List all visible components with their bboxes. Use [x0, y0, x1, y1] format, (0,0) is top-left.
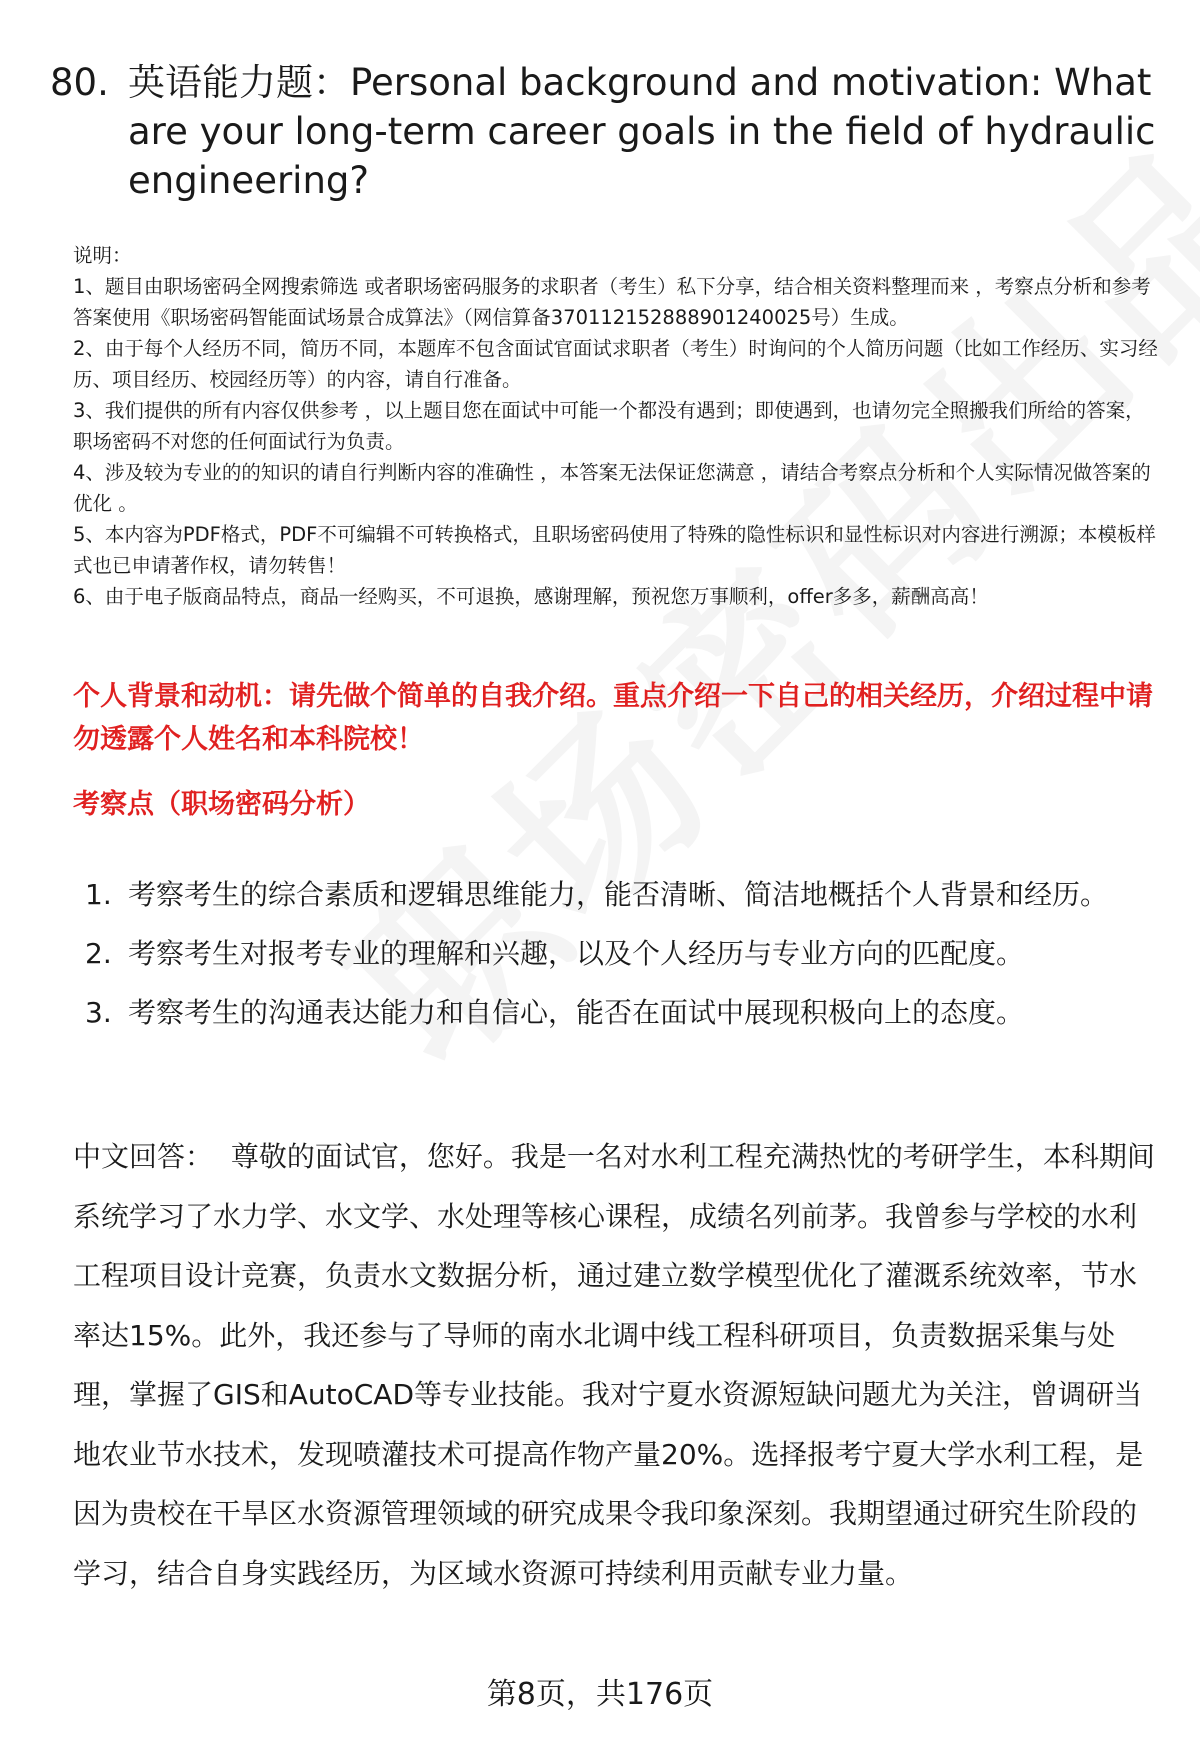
question-number: 80. [50, 61, 109, 104]
question-title [50, 58, 1160, 205]
point-number: 2. [85, 937, 112, 970]
analysis-points [73, 865, 1163, 1042]
note-item: 4、涉及较为专业的的知识的请自行判断内容的准确性 ，本答案无法保证您满意 ，请结合考察点分析和个人实际情况做答案的优化 。 [73, 461, 1151, 515]
list-item [73, 865, 1163, 924]
point-text: 考察考生的沟通表达能力和自信心，能否在面试中展现积极向上的态度。 [128, 996, 1025, 1029]
notes-block [73, 240, 1163, 612]
point-number: 1. [85, 878, 112, 911]
point-number: 3. [85, 996, 112, 1029]
question-title-text: 英语能力题：Personal background and motivation: What are your long-term career goals in the field of hydraulic engineering? [128, 61, 1156, 202]
list-item [73, 983, 1163, 1042]
point-text: 考察考生对报考专业的理解和兴趣，以及个人经历与专业方向的匹配度。 [128, 937, 1025, 970]
note-item: 6、由于电子版商品特点，商品一经购买，不可退换，感谢理解，预祝您万事顺利，offer多多，薪酬高高！ [73, 585, 989, 608]
interview-question: 个人背景和动机：请先做个简单的自我介绍。重点介绍一下自己的相关经历，介绍过程中请勿透露个人姓名和本科院校！ [73, 681, 1153, 755]
page-footer: 第8页，共176页 [486, 1677, 714, 1712]
note-item: 1、题目由职场密码全网搜索筛选 或者职场密码服务的求职者（考生）私下分享，结合相关资料整理而来 ，考察点分析和参考答案使用《职场密码智能面试场景合成算法》（网信算备370112152888901240025号）生成。 [73, 275, 1151, 329]
answer-text: 尊敬的面试官，您好。我是一名对水利工程充满热忱的考研学生，本科期间系统学习了水力学、水文学、水处理等核心课程，成绩名列前茅。我曾参与学校的水利工程项目设计竞赛，负责水文数据分析，通过建立数学模型优化了灌溉系统效率，节水率达15%。此外，我还参与了导师的南水北调中线工程科研项目，负责数据采集与处理，掌握了GIS和AutoCAD等专业技能。我对宁夏水资源短缺问题尤为关注，曾调研当地农业节水技术，发现喷灌技术可提高作物产量20%。选择报考宁夏大学水利工程，是因为贵校在干旱区水资源管理领域的研究成果令我印象深刻。我期望通过研究生阶段的学习，结合自身实践经历，为区域水资源可持续利用贡献专业力量。 [73, 1140, 1155, 1590]
notes-heading: 说明： [73, 244, 132, 267]
note-item: 3、我们提供的所有内容仅供参考 ，以上题目您在面试中可能一个都没有遇到；即使遇到，也请勿完全照搬我们所给的答案，职场密码不对您的任何面试行为负责。 [73, 399, 1145, 453]
section-heading: 考察点（职场密码分析） [73, 789, 370, 820]
answer-label: 中文回答： [73, 1140, 214, 1173]
answer-block [73, 1127, 1163, 1603]
note-item: 2、由于每个人经历不同，简历不同，本题库不包含面试官面试求职者（考生）时询问的个人简历问题（比如工作经历、实习经历、项目经历、校园经历等）的内容，请自行准备。 [73, 337, 1158, 391]
note-item: 5、本内容为PDF格式，PDF不可编辑不可转换格式，且职场密码使用了特殊的隐性标识和显性标识对内容进行溯源；本模板样式也已申请著作权，请勿转售！ [73, 523, 1156, 577]
point-text: 考察考生的综合素质和逻辑思维能力，能否清晰、简洁地概括个人背景和经历。 [128, 878, 1109, 911]
list-item [73, 924, 1163, 983]
